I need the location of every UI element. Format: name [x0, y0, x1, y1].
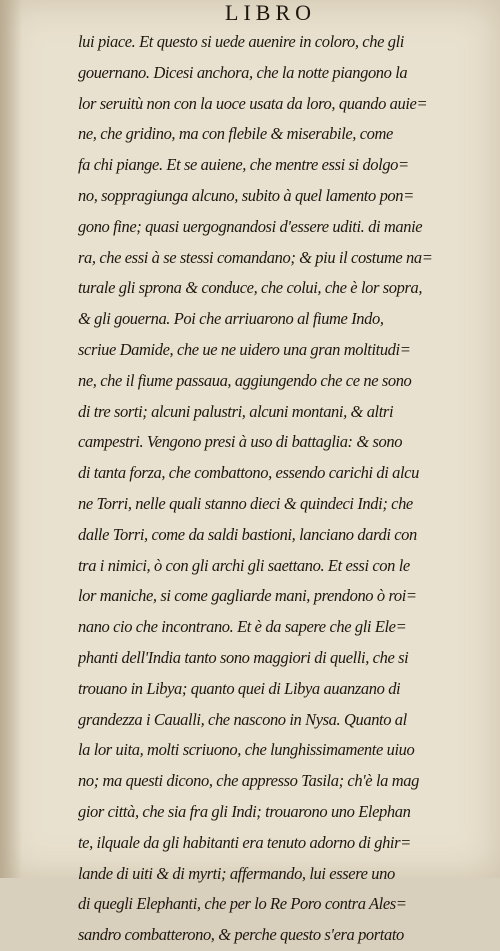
text-line: ra, che essi à se stessi comandano; & piu il costume na=: [78, 247, 433, 267]
text-line: scriue Damide, che ue ne uidero una gran moltitudi=: [78, 339, 411, 359]
text-line: gono fine; quasi uergognandosi d'essere uditi. di manie: [78, 216, 423, 236]
text-line: lande di uiti & di myrti; affermando, lui essere uno: [78, 863, 395, 883]
text-line: campestri. Vengono presi à uso di battaglia: & sono: [78, 432, 403, 452]
text-line: lor seruitù non con la uoce usata da loro, quando auie=: [78, 93, 428, 113]
text-line: gouernano. Dicesi anchora, che la notte piangono la: [78, 62, 408, 82]
text-line: lui piace. Et questo si uede auenire in coloro, che gli: [78, 32, 404, 51]
text-line: di tre sorti; alcuni palustri, alcuni montani, & altri: [78, 401, 394, 421]
text-line: ne Torri, nelle quali stanno dieci & quindeci Indi; che: [78, 493, 413, 513]
text-line: gior città, che sia fra gli Indi; trouarono uno Elephan: [78, 801, 411, 821]
text-line: grandezza i Caualli, che nascono in Nysa. Quanto al: [78, 709, 407, 729]
text-line: phanti dell'India tanto sono maggiori di quelli, che si: [78, 647, 409, 667]
text-line: sandro combatterono, & perche questo s'era portato: [78, 925, 404, 945]
text-line: & gli gouerna. Poi che arriuarono al fiume Indo,: [78, 309, 384, 329]
text-line: te, ilquale da gli habitanti era tenuto adorno di ghir=: [78, 832, 411, 852]
text-line: di quegli Elephanti, che per lo Re Poro contra Ales=: [78, 894, 407, 914]
text-line: fa chi piange. Et se auiene, che mentre essi si dolgo=: [78, 155, 409, 175]
text-line: no; ma questi dicono, che appresso Tasila; ch'è la mag: [78, 771, 419, 791]
text-line: no, soppragiunga alcuno, subito à quel lamento pon=: [78, 185, 414, 205]
text-line: ne, che gridino, ma con flebile & miserabile, come: [78, 124, 393, 144]
text-line: dalle Torri, come da saldi bastioni, lanciano dardi con: [78, 524, 417, 544]
page-gutter-shadow: [0, 0, 22, 878]
text-line: trouano in Libya; quanto quei di Libya auanzano di: [78, 678, 401, 698]
running-head: LIBRO: [225, 0, 316, 25]
text-line: la lor uita, molti scriuono, che lunghissimamente uiuo: [78, 740, 415, 760]
text-line: ne, che il fiume passaua, aggiungendo che ce ne sono: [78, 370, 412, 390]
text-line: lor maniche, si come gagliarde mani, prendono ò roi=: [78, 586, 417, 606]
text-line: nano cio che incontrano. Et è da sapere che gli Ele=: [78, 617, 407, 637]
body-text: [78, 27, 490, 951]
text-line: tra i nimici, ò con gli archi gli saettano. Et essi con le: [78, 555, 410, 575]
text-line: di tanta forza, che combattono, essendo carichi di alcu: [78, 463, 419, 483]
text-line: turale gli sprona & conduce, che colui, che è lor sopra,: [78, 278, 423, 298]
